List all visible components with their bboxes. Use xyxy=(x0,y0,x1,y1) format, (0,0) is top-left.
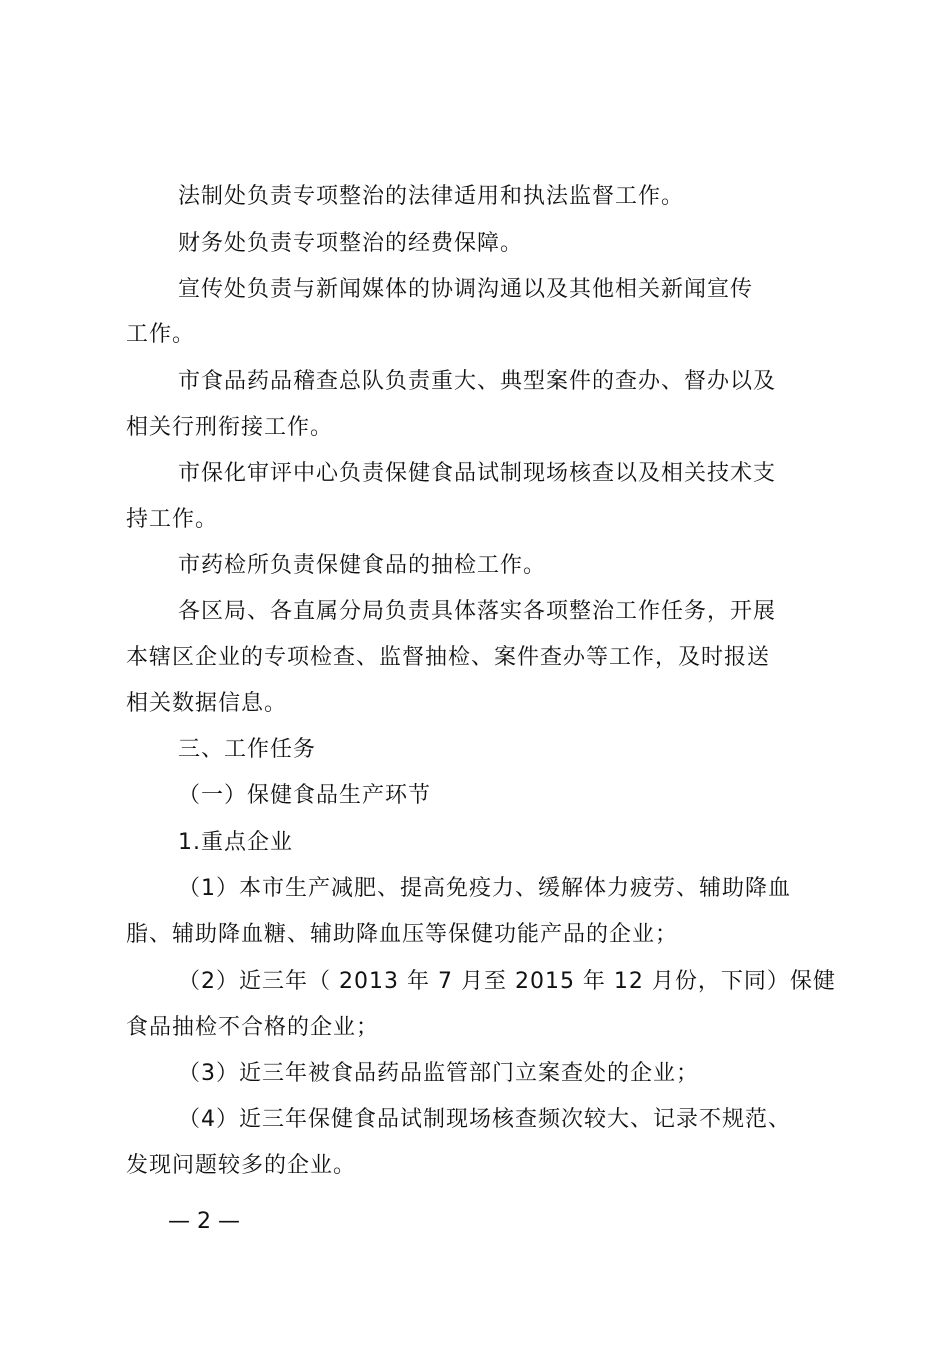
paragraph-line: 持工作。 xyxy=(126,507,219,532)
paragraph-line: 本辖区企业的专项检查、监督抽检、案件查办等工作，及时报送 xyxy=(126,645,771,670)
paragraph-line: 食品抽检不合格的企业； xyxy=(126,1015,380,1040)
paragraph-line: 各区局、各直属分局负责具体落实各项整治工作任务，开展 xyxy=(178,599,777,624)
paragraph-line: 相关数据信息。 xyxy=(126,691,288,716)
paragraph-line: 发现问题较多的企业。 xyxy=(126,1153,357,1178)
paragraph-line: 宣传处负责与新闻媒体的协调沟通以及其他相关新闻宣传 xyxy=(178,277,754,302)
paragraph-line: 相关行刑衔接工作。 xyxy=(126,415,334,440)
item-heading: 1.重点企业 xyxy=(178,830,293,855)
subsection-heading: （一）保健食品生产环节 xyxy=(178,783,432,808)
paragraph-line: （4）近三年保健食品试制现场核查频次较大、记录不规范、 xyxy=(178,1107,791,1132)
paragraph-line: （1）本市生产减肥、提高免疫力、缓解体力疲劳、辅助降血 xyxy=(178,876,791,901)
section-heading: 三、工作任务 xyxy=(178,737,317,762)
paragraph-line: 市食品药品稽查总队负责重大、典型案件的查办、督办以及 xyxy=(178,369,777,394)
paragraph-line: 脂、辅助降血糖、辅助降血压等保健功能产品的企业； xyxy=(126,922,679,947)
page-number: — 2 — xyxy=(168,1209,240,1234)
paragraph-line: （2）近三年（ 2013 年 7 月至 2015 年 12 月份，下同）保健 xyxy=(178,969,836,994)
paragraph-line: 市保化审评中心负责保健食品试制现场核查以及相关技术支 xyxy=(178,461,777,486)
paragraph-line: 法制处负责专项整治的法律适用和执法监督工作。 xyxy=(178,184,685,209)
paragraph-line: 工作。 xyxy=(126,322,196,347)
paragraph-line: 市药检所负责保健食品的抽检工作。 xyxy=(178,553,547,578)
paragraph-line: （3）近三年被食品药品监管部门立案查处的企业； xyxy=(178,1061,699,1086)
paragraph-line: 财务处负责专项整治的经费保障。 xyxy=(178,231,524,256)
